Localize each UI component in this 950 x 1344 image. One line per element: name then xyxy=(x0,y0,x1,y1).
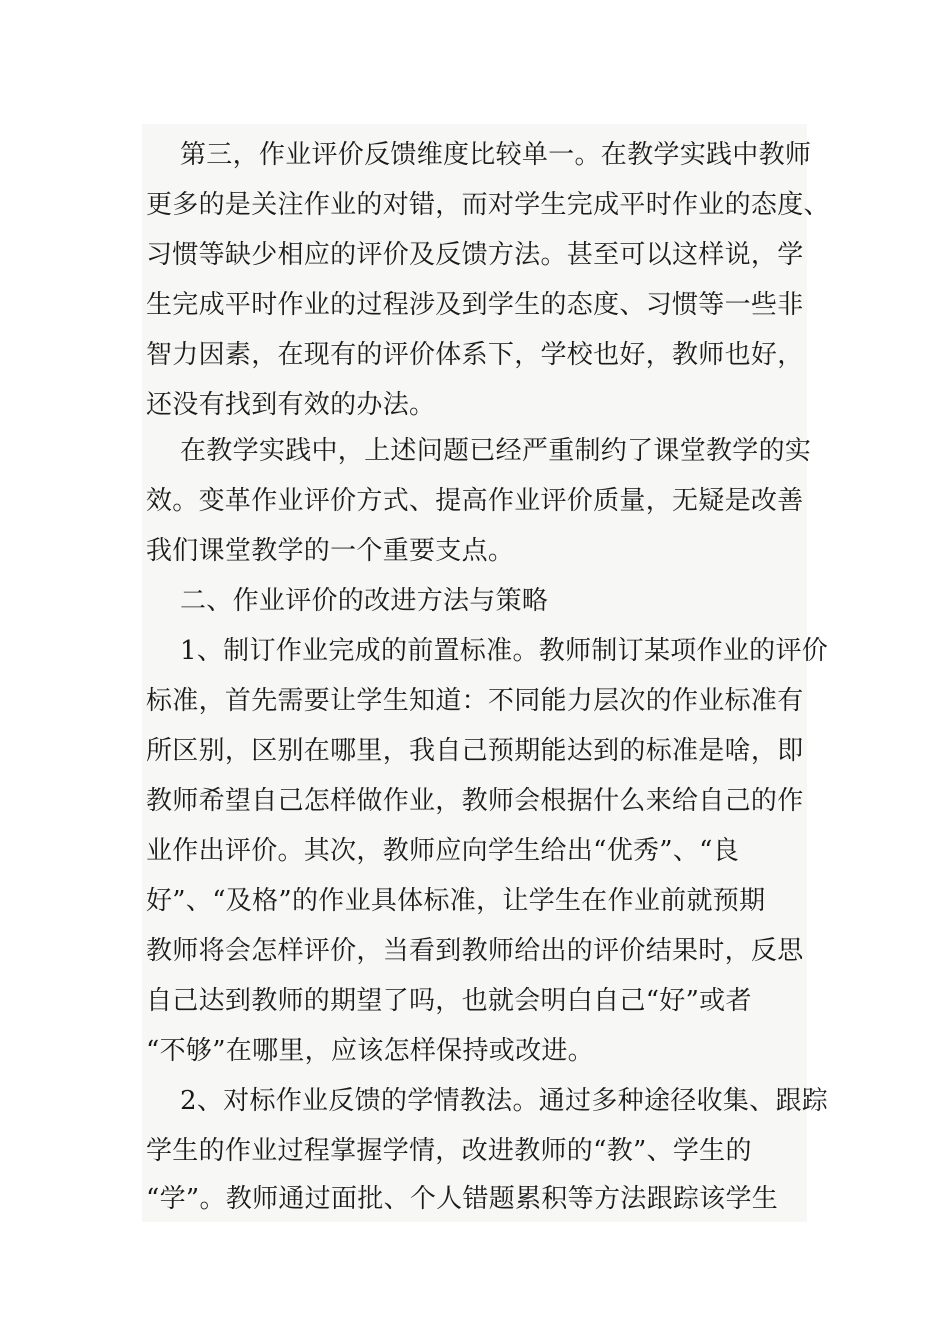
paragraph-line: 业作出评价。其次，教师应向学生给出“优秀”、“良 xyxy=(146,836,740,866)
paragraph-line: “不够”在哪里，应该怎样保持或改进。 xyxy=(146,1036,594,1066)
paragraph-line: 所区别，区别在哪里，我自己预期能达到的标准是啥，即 xyxy=(146,736,804,766)
paragraph-line: 1、制订作业完成的前置标准。教师制订某项作业的评价 xyxy=(180,636,829,666)
paragraph-line: 还没有找到有效的办法。 xyxy=(146,390,436,420)
paragraph-line: 标准，首先需要让学生知道：不同能力层次的作业标准有 xyxy=(146,686,804,716)
paragraph-line: 习惯等缺少相应的评价及反馈方法。甚至可以这样说，学 xyxy=(146,240,804,270)
paragraph-line: 学生的作业过程掌握学情，改进教师的“教”、学生的 xyxy=(146,1136,752,1166)
paragraph-line: 我们课堂教学的一个重要支点。 xyxy=(146,536,515,566)
paragraph-line: 教师将会怎样评价，当看到教师给出的评价结果时，反思 xyxy=(146,936,804,966)
paragraph-line: 更多的是关注作业的对错，而对学生完成平时作业的态度、 xyxy=(146,190,830,220)
paragraph-line: 生完成平时作业的过程涉及到学生的态度、习惯等一些非 xyxy=(146,290,804,320)
paragraph-line: 第三，作业评价反馈维度比较单一。在教学实践中教师 xyxy=(180,140,812,170)
paragraph-line: 2、对标作业反馈的学情教法。通过多种途径收集、跟踪 xyxy=(180,1086,829,1116)
document-body xyxy=(142,124,830,1222)
paragraph-line: 自己达到教师的期望了吗，也就会明白自己“好”或者 xyxy=(146,986,752,1016)
paragraph-line: “学”。教师通过面批、个人错题累积等方法跟踪该学生 xyxy=(146,1184,779,1214)
paragraph-line: 好”、“及格”的作业具体标准，让学生在作业前就预期 xyxy=(146,886,766,916)
section-heading: 二、作业评价的改进方法与策略 xyxy=(180,586,549,616)
paragraph-line: 效。变革作业评价方式、提高作业评价质量，无疑是改善 xyxy=(146,486,804,516)
paragraph-line: 在教学实践中，上述问题已经严重制约了课堂教学的实 xyxy=(180,436,812,466)
paragraph-line: 智力因素，在现有的评价体系下，学校也好，教师也好， xyxy=(146,340,804,370)
paragraph-line: 教师希望自己怎样做作业，教师会根据什么来给自己的作 xyxy=(146,786,804,816)
